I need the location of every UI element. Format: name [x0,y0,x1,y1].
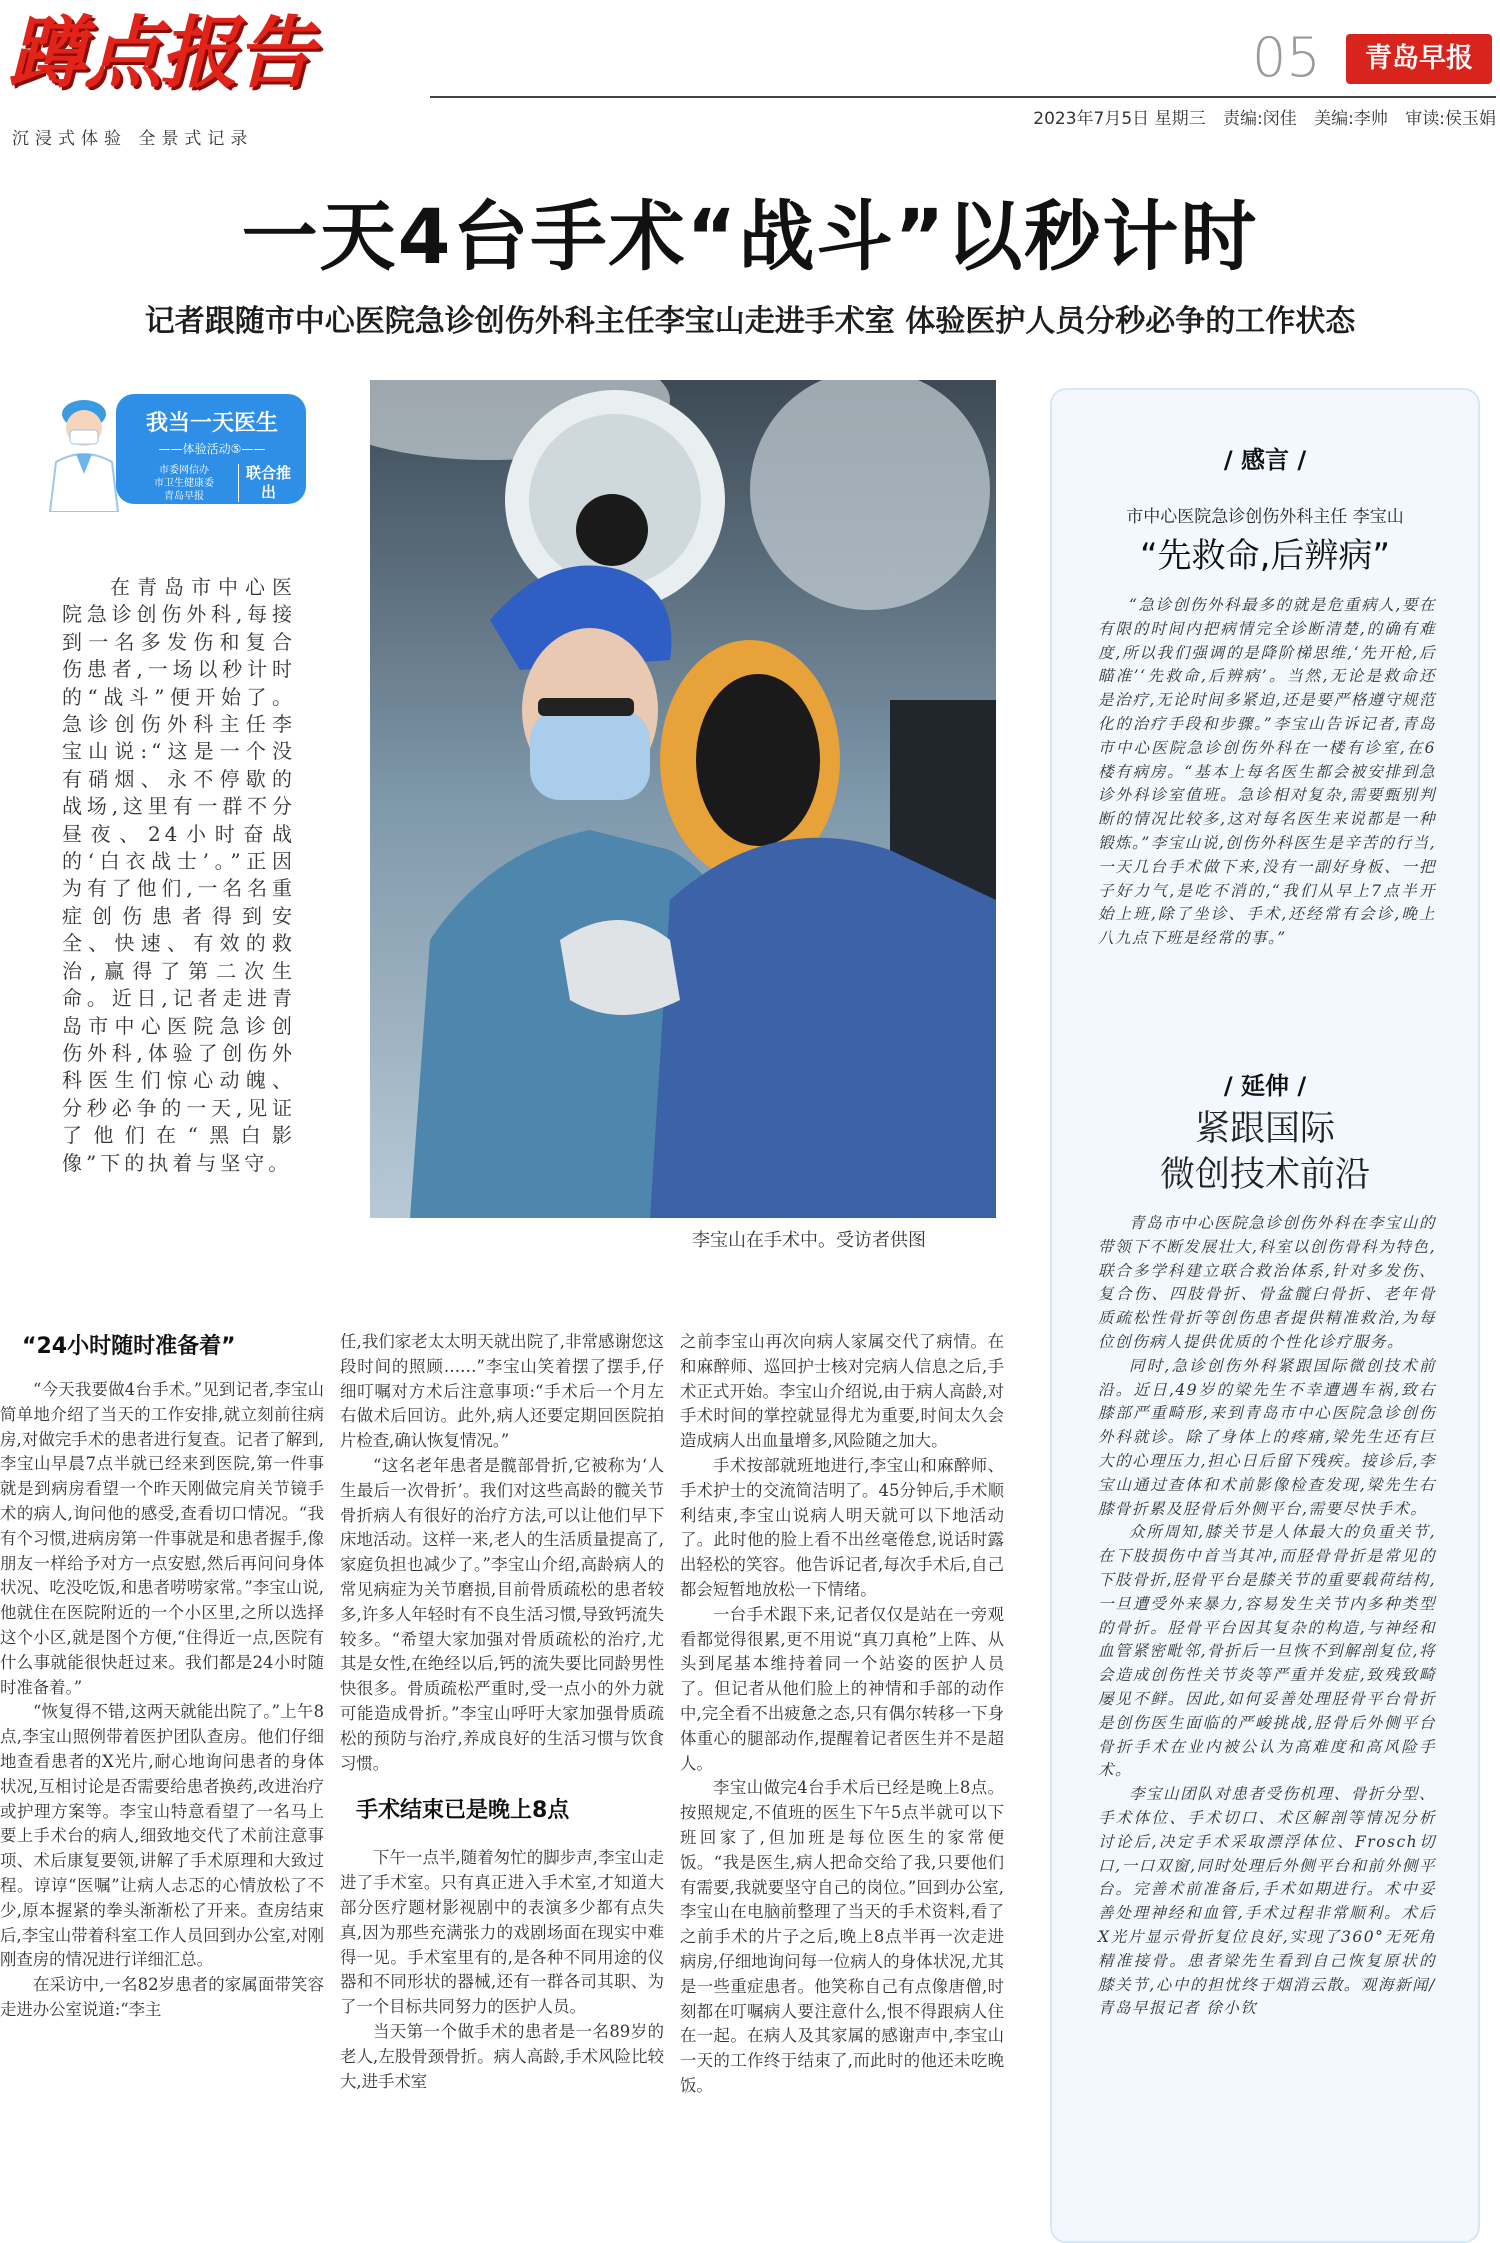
intro-paragraph: 在青岛市中心医院急诊创伤外科,每接到一名多发伤和复合伤患者,一场以秒计时的“战斗”便开始了。急诊创伤外科主任李宝山说:“这是一个没有硝烟、永不停歇的战场,这里有一群不分昼夜、24小时奋战的‘白衣战士’。”正因为有了他们,一名名重症创伤患者得到安全、快速、有效的救治,赢得了第二次生命。近日,记者走进青岛市中心医院急诊创伤外科,体验了创伤外科医生们惊心动魄、分秒必争的一天,见证了他们在“黑白影像”下的执着与坚守。 [62,575,296,1175]
article-paragraph: “恢复得不错,这两天就能出院了。”上午8点,李宝山照例带着医护团队查房。他们仔细地查看患者的X光片,耐心地询问患者的身体状况,互相讨论是否需要给患者换药,改进治疗或护理方案等。李宝山特意看望了一名马上要上手术台的病人,细致地交代了术前注意事项、术后康复要领,讲解了手术原理和大致过程。谆谆“医嘱”让病人忐忑的心情放松了不少,原本握紧的拳头渐渐松了开来。查房结束后,李宝山带着科室工作人员回到办公室,对刚刚查房的情况进行详细汇总。 [0,1702,324,1970]
reviewer-credit: 审读:侯玉娟 [1405,109,1496,129]
extension-title-line: 紧跟国际 [1194,1109,1335,1149]
designer-credit: 美编:李帅 [1314,109,1388,129]
article-paragraph: 之前李宝山再次向病人家属交代了病情。在和麻醉师、巡回护士核对完病人信息之后,手术正式开始。李宝山介绍说,由于病人高龄,对手术时间的掌控就显得尤为重要,时间太久会造成病人出血量增多,风险随之加大。 [680,1332,1004,1451]
section-heading: “24小时随时准备着” [22,1334,236,1359]
sidebar-label-extension: / 延伸 / [1223,1072,1307,1100]
subheadline: 记者跟随市中心医院急诊创伤外科主任李宝山走进手术室 体验医护人员分秒必争的工作状态 [144,304,1356,339]
brand-slogan: 沉浸式体验 全景式记录 [12,129,254,149]
article-paragraph: “今天我要做4台手术。”见到记者,李宝山简单地介绍了当天的工作安排,就立刻前往病房,对做完手术的患者进行复查。记者了解到,李宝山早晨7点半就已经来到医院,第一件事就是到病房看望一个昨天刚做完肩关节镜手术的病人,询问他的感受,查看切口情况。“我有个习惯,进病房第一件事就是和患者握手,像朋友一样给予对方一点安慰,然后再问问身体状况、吃没吃饭,和患者唠唠家常。”李宝山说,他就住在医院附近的一个小区里,之所以选择这个小区,就是图个方便,“住得近一点,医院有什么事就能很快赶过来。我们都是24小时随时准备着。” [0,1380,324,1697]
edition-meta [950,104,1496,129]
editor-credit: 责编:闵佳 [1222,109,1297,129]
extension-title-line: 微创技术前沿 [1159,1155,1370,1195]
article-paragraph: 手术按部就班地进行,李宝山和麻醉师、手术护士的交流简洁明了。45分钟后,手术顺利结束,李宝山说病人明天就可以下地活动了。此时他的脸上看不出丝毫倦怠,说话时露出轻松的笑容。他告诉记者,每次手术后,自己都会短暂地放松一下情绪。 [680,1455,1004,1599]
extension-paragraph: 同时,急诊创伤外科紧跟国际微创技术前沿。近日,49岁的梁先生不幸遭遇车祸,致右膝部严重畸形,来到青岛市中心医院急诊创伤外科就诊。除了身体上的疼痛,梁先生还有巨大的心理压力,担心日后留下残疾。接诊后,李宝山通过查体和术前影像检查发现,梁先生右膝骨折累及胫骨后外侧平台,需要尽快手术。 [1098,1356,1436,1518]
article-paragraph: 下午一点半,随着匆忙的脚步声,李宝山走进了手术室。只有真正进入手术室,才知道大部分医疗题材影视剧中的表演多少都有点失真,因为那些充满张力的戏剧场面在现实中难得一见。手术室里有的,是各种不同用途的仪器和不同形状的器械,还有一群各司其职、为了一个目标共同努力的医护人员。 [340,1848,664,2017]
sidebar-extension-body [1098,1212,1436,2021]
badge-subtitle: ——体验活动⑤—— [158,442,266,456]
paper-logo: 青岛早报 [1346,34,1492,84]
article-paragraph: 当天第一个做手术的患者是一名89岁的老人,左股骨颈骨折。病人高龄,手术风险比较大,进手术室 [340,2021,664,2091]
article-column-2 [340,1330,664,2243]
article-paragraph: 李宝山做完4台手术后已经是晚上8点。按照规定,不值班的医生下午5点半就可以下班回家了,但加班是每位医生的家常便饭。“我是医生,病人把命交给了我,只要他们有需要,我就要坚守自己的岗位。”回到办公室,李宝山在电脑前整理了当天的手术资料,看了之前手术的片子之后,晚上8点半再一次走进病房,仔细地询问每一位病人的身体状况,尤其是一些重症患者。他笑称自己有点像唐僧,时刻都在叮嘱病人要注意什么,恨不得跟病人住在一起。在病人及其家属的感谢声中,李宝山一天的工作终于结束了,而此时的他还未吃晚饭。 [680,1778,1004,2095]
sidebar-quote-title: “先救命,后辨病” [1139,536,1391,576]
article-paragraph: “这名老年患者是髋部骨折,它被称为‘人生最后一次骨折’。我们对这些高龄的髋关节骨折病人有很好的治疗方法,可以让他们早下床地活动。这样一来,老人的生活质量提高了,家庭负担也减少了。”李宝山介绍,高龄病人的常见病症为关节磨损,目前骨质疏松的患者较多,许多人年轻时有不良生活习惯,导致钙流失较多。“希望大家加强对骨质疏松的治疗,尤其是女性,在绝经以后,钙的流失要比同龄男性快很多。骨质疏松严重时,受一点小的外力就可能造成骨折。”李宝山呼吁大家加强骨质疏松的预防与治疗,养成良好的生活习惯与饮食习惯。 [340,1455,664,1773]
extension-paragraph: 李宝山团队对患者受伤机理、骨折分型、手术体位、手术切口、术区解剖等情况分析讨论后,决定手术采取漂浮体位、Frosch切口,一口双窗,同时处理后外侧平台和前外侧平台。完善术前准备后,手术如期进行。术中妥善处理神经和血管,手术过程非常顺利。术后X光片显示骨折复位良好,实现了360°无死角精准接骨。患者梁先生看到自己恢复原状的膝关节,心中的担忧终于烟消云散。观海新闻/青岛早报记者 徐小钦 [1098,1785,1436,2018]
article-paragraph: 在采访中,一名82岁患者的家属面带笑容走进办公室说道:“李主 [0,1975,324,2019]
surgery-photo-illustration [370,380,996,1218]
column-brand [8,6,418,114]
header-rule [430,96,1496,98]
headline: 一天4台手术“战斗”以秒计时 [241,192,1259,281]
extension-paragraph: 众所周知,膝关节是人体最大的负重关节,在下肢损伤中首当其冲,而胫骨骨折是常见的下肢骨折,胫骨平台是膝关节的重要载荷结构,一旦遭受外来暴力,容易发生关节内多种类型的骨折。胫骨平台因其复杂的构造,与神经和血管紧密毗邻,骨折后一旦恢不到解剖复位,将会造成创伤性关节炎等严重并发症,致残致畸屡见不鲜。因此,如何妥善处理胫骨平台骨折是创伤医生面临的严峻挑战,胫骨后外侧平台骨折手术在业内被公认为高难度和高风险手术。 [1098,1523,1436,1780]
section-heading: 手术结束已是晚上8点 [356,1798,570,1824]
badge-joint-label: 联合推出 [238,464,298,502]
article-paragraph: 一台手术跟下来,记者仅仅是站在一旁观看都觉得很累,更不用说“真刀真枪”上阵、从头到尾基本维持着同一个站姿的医护人员了。但记者从他们脸上的神情和手部的动作中,完全看不出疲惫之态,只有偶尔转移一下身体重心的腿部动作,提醒着记者医生并不是超人。 [680,1604,1004,1773]
brand-title: 蹲点报告 [8,9,313,99]
sidebar-byline: 市中心医院急诊创伤外科主任 李宝山 [1126,507,1404,527]
sidebar-extension-title [1050,1106,1480,1198]
edition-date: 2023年7月5日 星期三 [1033,109,1206,129]
page-number: 05 [1252,26,1321,89]
doctor-icon [36,384,132,512]
organizer-name: 市委网信办 [159,465,209,476]
sidebar-quote-body: “急诊创伤外科最多的就是危重病人,要在有限的时间内把病情完全诊断清楚,的确有难度,所以我们强调的是降阶梯思维,‘先开枪,后瞄准’‘先救命,后辨病’。当然,无论是救命还是治疗,无论时间多紧迫,还是要严格遵守规范化的治疗手段和步骤。”李宝山告诉记者,青岛市中心医院急诊创伤外科在一楼有诊室,在6楼有病房。“基本上每名医生都会被安排到急诊外科诊室值班。急诊相对复杂,需要甄别判断的情况比较多,这对每名医生来说都是一种锻炼。”李宝山说,创伤外科医生是辛苦的行当,一天几台手术做下来,没有一副好身板、一把子好力气,是吃不消的,“我们从早上7点半开始上班,除了坐诊、手术,还经常有会诊,晚上八九点下班是经常的事。” [1098,596,1436,948]
surgery-photo [370,380,996,1218]
article-paragraph: 任,我们家老太太明天就出院了,非常感谢您这段时间的照顾……”李宝山笑着摆了摆手,仔细叮嘱对方术后注意事项:“手术后一个月左右做术后回访。此外,病人还要定期回医院拍片检查,确认恢复情况。” [340,1332,664,1451]
badge-organizers [134,464,234,503]
article-column-1 [0,1330,324,2243]
photo-caption: 李宝山在手术中。受访者供图 [692,1230,926,1251]
badge-title: 我当一天医生 [145,411,278,436]
organizer-name: 青岛早报 [164,491,204,502]
organizer-name: 市卫生健康委 [154,478,214,489]
sidebar-label-comments: / 感言 / [1223,446,1307,474]
column-badge [36,384,308,512]
extension-paragraph: 青岛市中心医院急诊创伤外科在李宝山的带领下不断发展壮大,科室以创伤骨科为特色,联合多学科建立联合救治体系,针对多发伤、复合伤、四肢骨折、骨盆髋臼骨折、老年骨质疏松性骨折等创伤患者提供精准救治,为每位创伤病人提供优质的个性化诊疗服务。 [1098,1214,1436,1351]
article-column-3 [680,1330,1004,2243]
